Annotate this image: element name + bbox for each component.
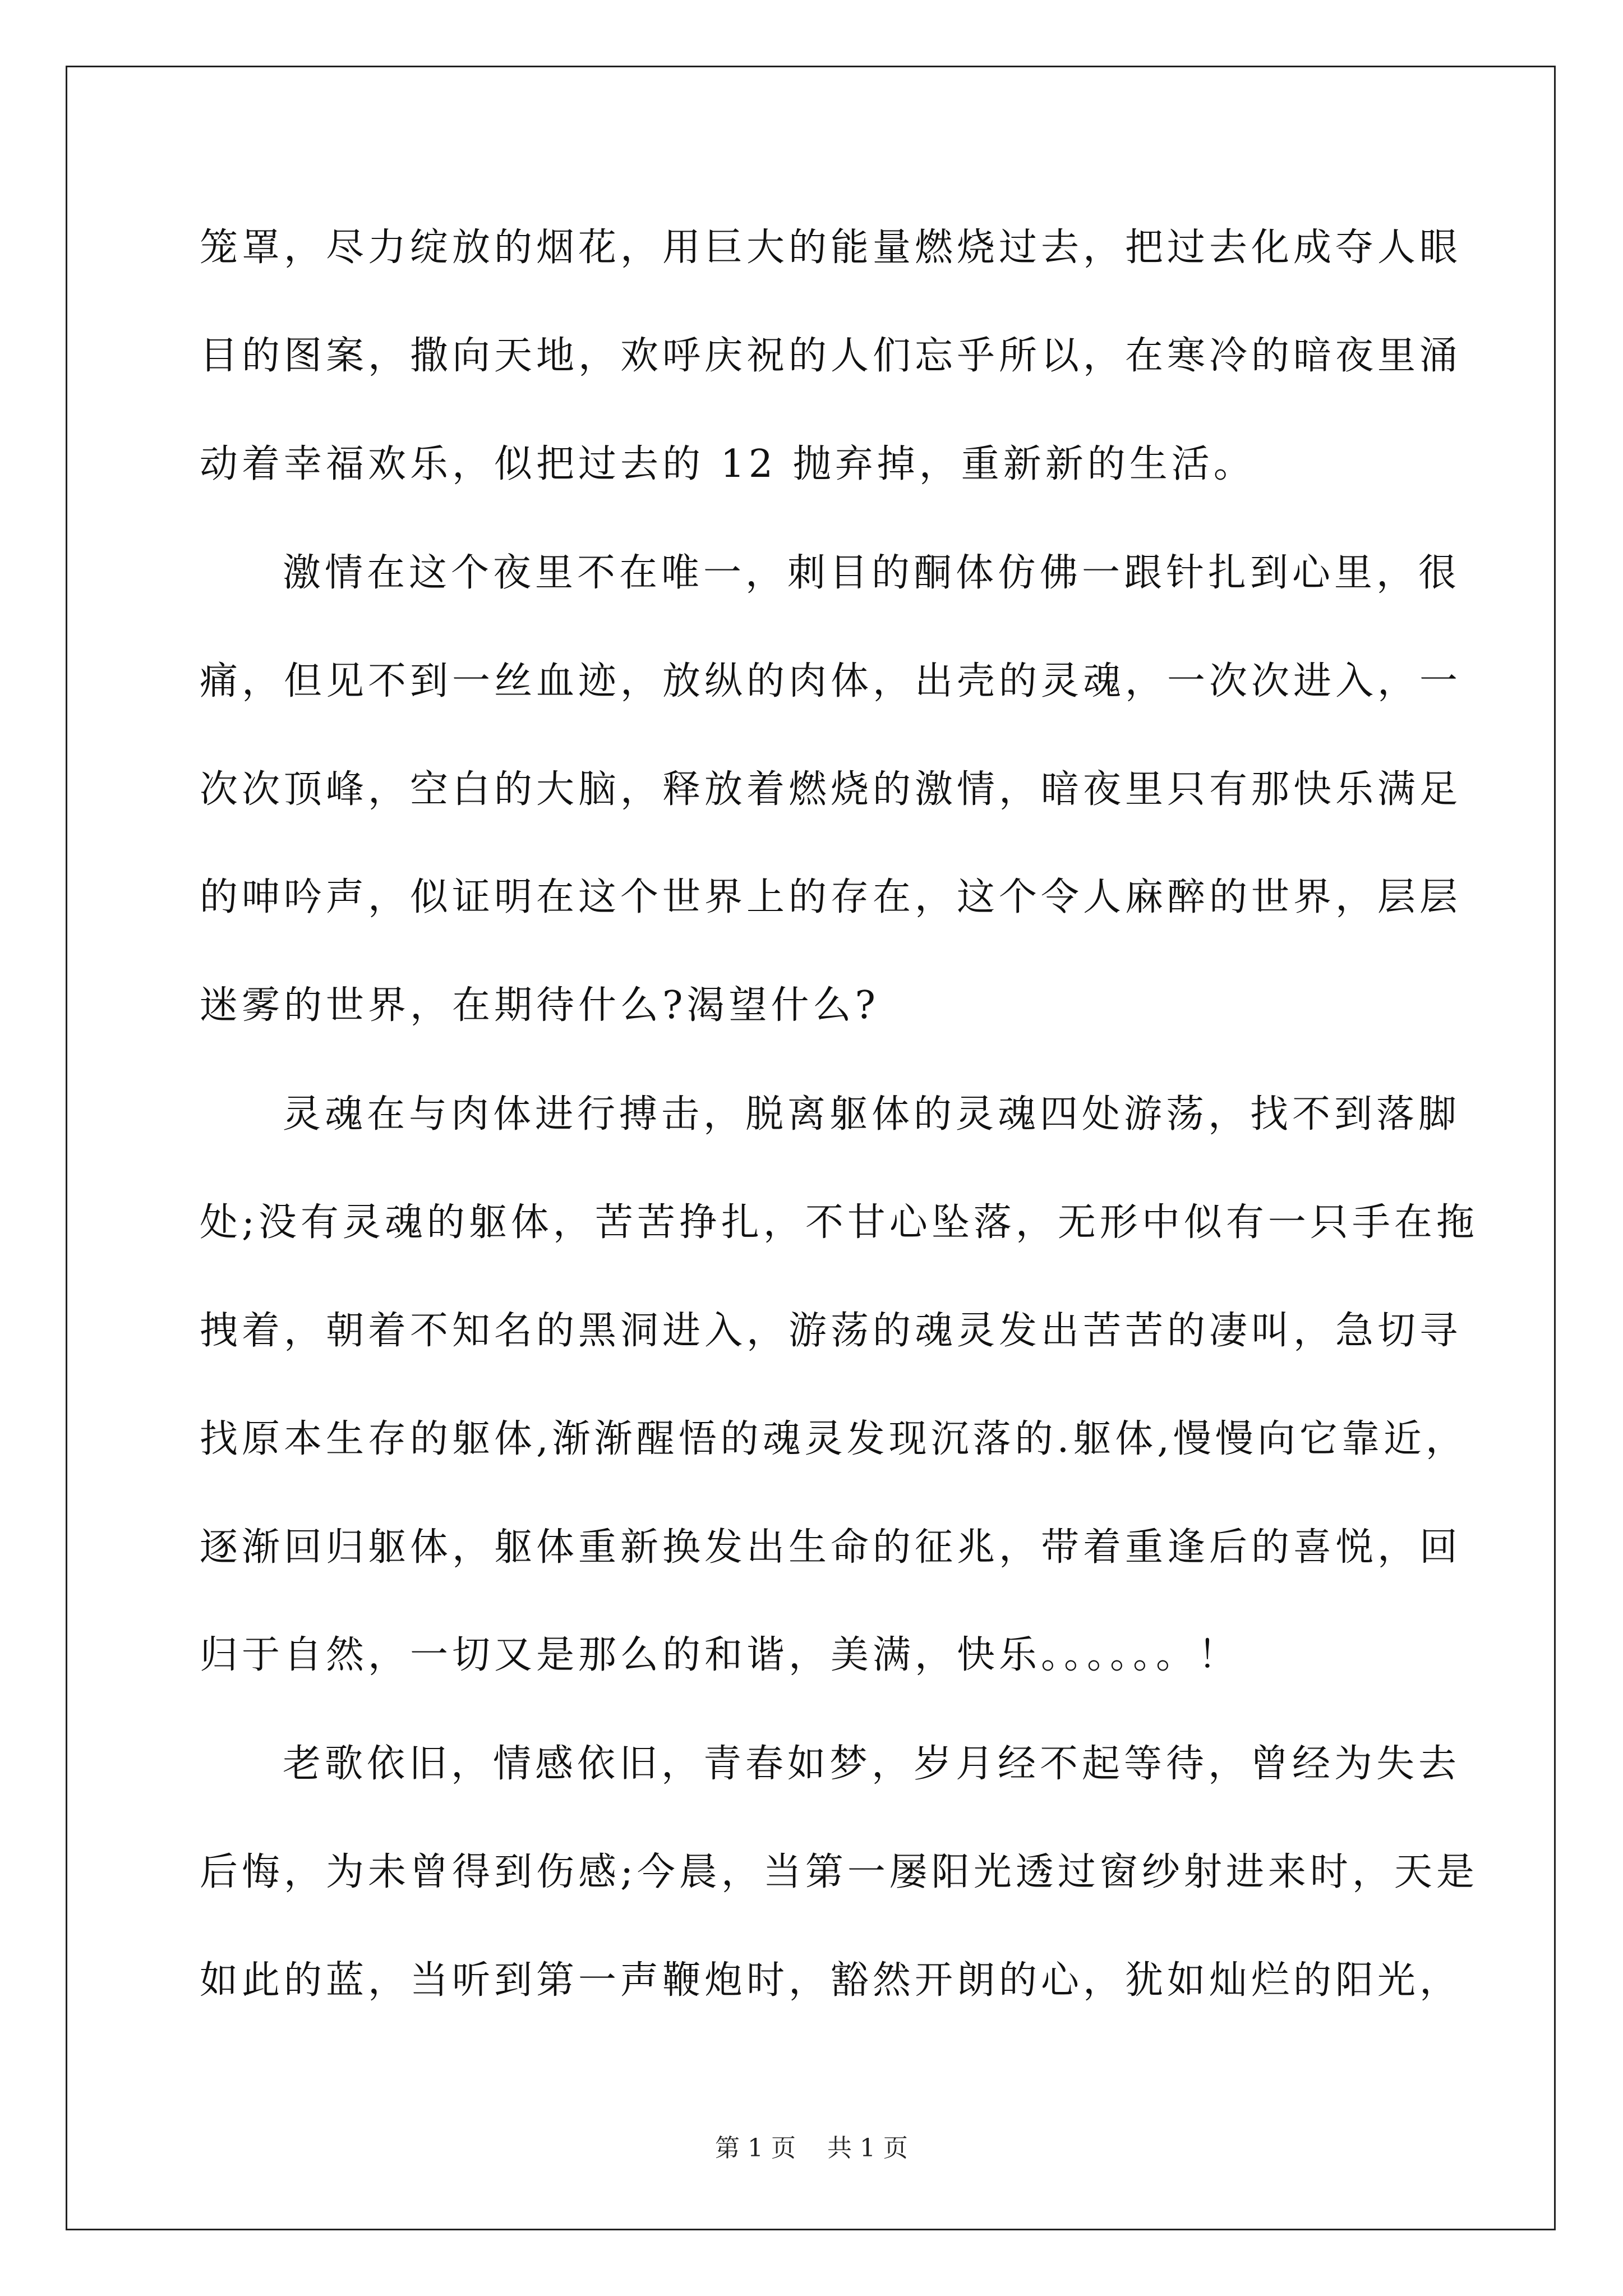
text-line-5: 痛，但见不到一丝血迹，放纵的肉体，出壳的灵魂，一次次进入，一 (200, 659, 1462, 703)
text-line-2: 目的图案，撒向天地，欢呼庆祝的人们忘乎所以，在寒冷的暗夜里涌 (200, 334, 1462, 378)
text-line-11: 拽着，朝着不知名的黑洞进入，游荡的魂灵发出苦苦的凄叫，急切寻 (200, 1309, 1462, 1353)
text-line-16: 后悔，为未曾得到伤感;今晨，当第一屡阳光透过窗纱射进来时，天是 (200, 1850, 1478, 1894)
text-line-4: 激情在这个夜里不在唯一，刺目的酮体仿佛一跟针扎到心里，很 (283, 551, 1461, 595)
text-line-1: 笼罩，尽力绽放的烟花，用巨大的能量燃烧过去，把过去化成夺人眼 (200, 226, 1462, 270)
text-line-13: 逐渐回归躯体，躯体重新换发出生命的征兆，带着重逢后的喜悦，回 (200, 1525, 1462, 1570)
text-line-12: 找原本生存的躯体,渐渐醒悟的魂灵发现沉落的.躯体,慢慢向它靠近， (200, 1417, 1468, 1461)
text-line-10: 处;没有灵魂的躯体，苦苦挣扎，不甘心坠落，无形中似有一只手在拖 (200, 1200, 1478, 1245)
text-line-7: 的呻吟声，似证明在这个世界上的存在，这个令人麻醉的世界，层层 (200, 875, 1462, 919)
text-line-15: 老歌依旧，情感依旧，青春如梦，岁月经不起等待，曾经为失去 (283, 1742, 1461, 1786)
text-line-8: 迷雾的世界，在期待什么?渴望什么? (200, 983, 879, 1028)
page-footer: 第 1 页 共 1 页 (715, 2134, 908, 2162)
text-line-6: 次次顶峰，空白的大脑，释放着燃烧的激情，暗夜里只有那快乐满足 (200, 767, 1462, 812)
text-line-14: 归于自然，一切又是那么的和谐，美满，快乐。。。。。。！ (200, 1633, 1241, 1677)
text-line-17: 如此的蓝，当听到第一声鞭炮时，豁然开朗的心，犹如灿烂的阳光， (200, 1958, 1462, 2003)
text-line-9: 灵魂在与肉体进行搏击，脱离躯体的灵魂四处游荡，找不到落脚 (283, 1092, 1461, 1137)
text-line-3: 动着幸福欢乐，似把过去的 12 抛弃掉，重新新的生活。 (200, 442, 1256, 486)
